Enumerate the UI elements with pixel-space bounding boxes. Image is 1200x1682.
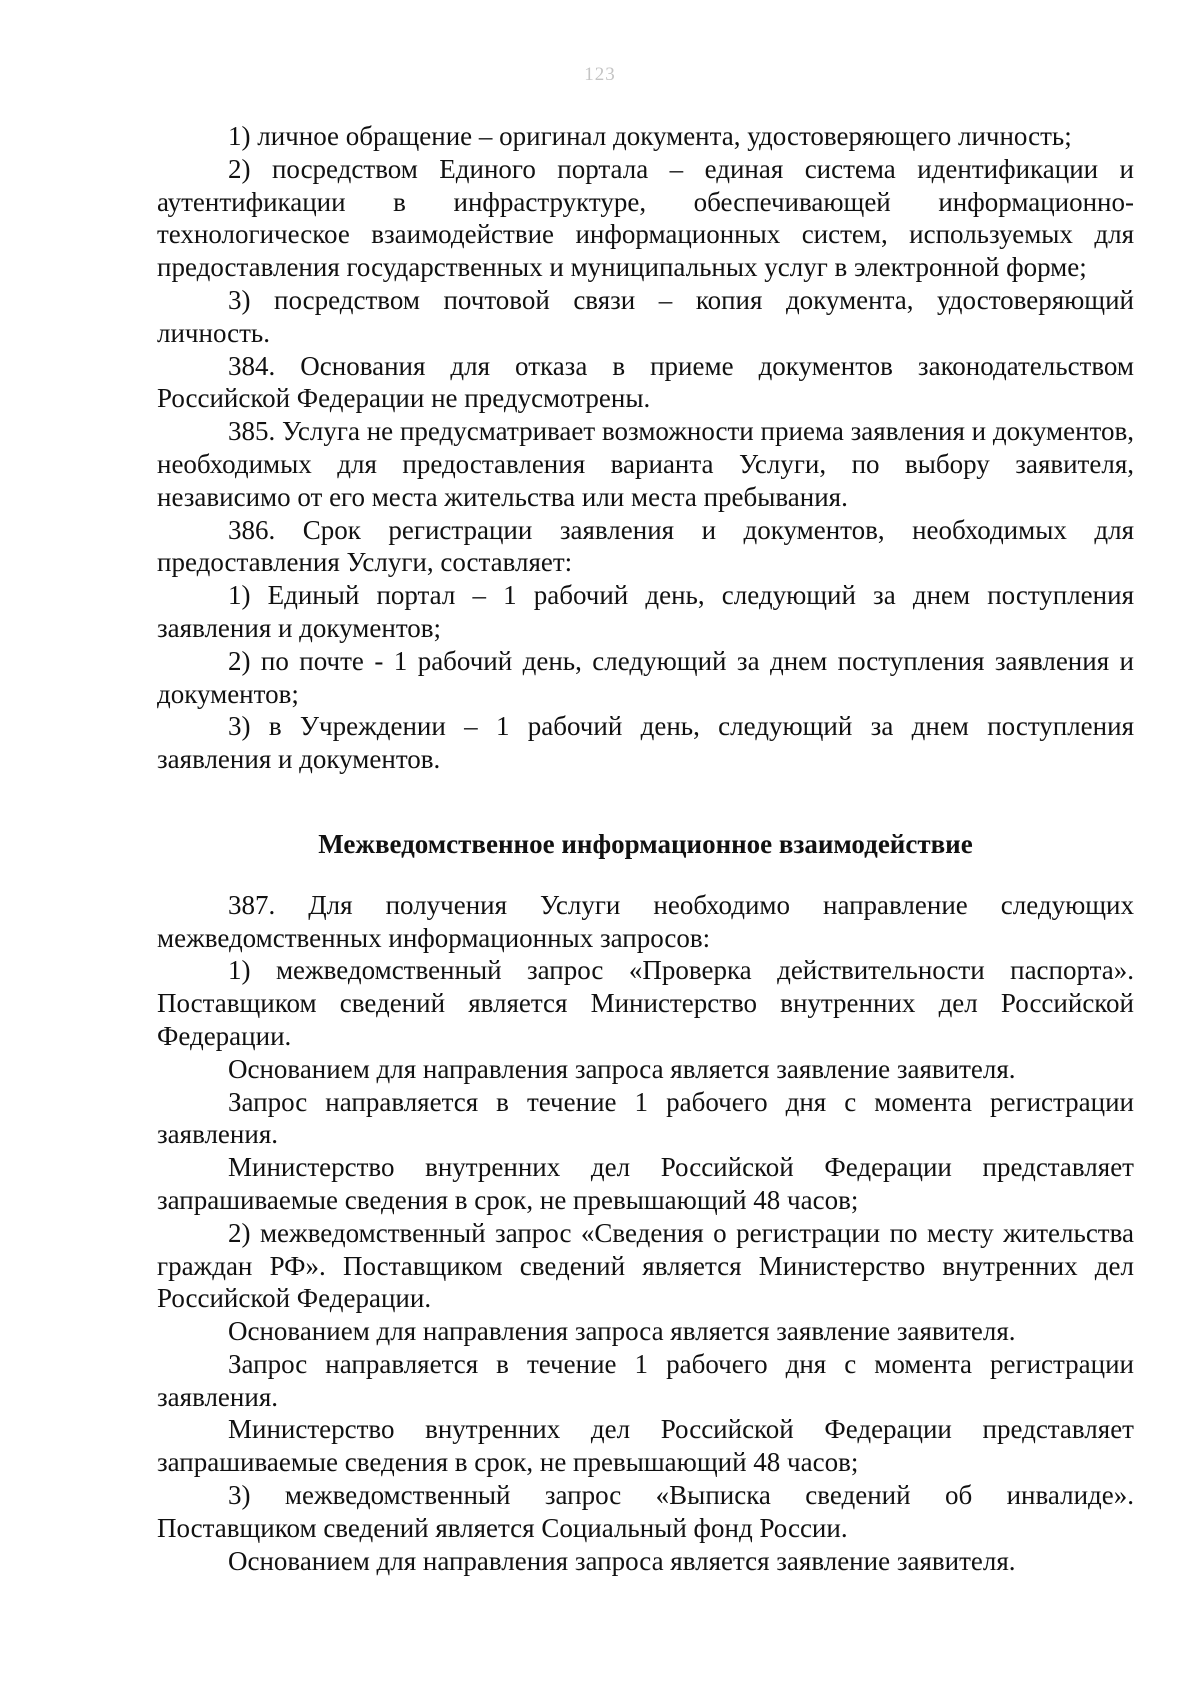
paragraph-387: 387. Для получения Услуги необходимо направление следующих межведомственных информационных запросов:	[157, 889, 1134, 953]
paragraph-identity-portal: 2) посредством Единого портала – единая система идентификации и аутентификации в инфраструктуре, обеспечивающей информационно-технологическое взаимодействие информационных систем, используемых для предоставления государственных и муниципальных услуг в электронной форме;	[157, 153, 1134, 283]
paragraph-386-portal: 1) Единый портал – 1 рабочий день, следующий за днем поступления заявления и документов;	[157, 580, 1134, 643]
paragraph-request-response: Министерство внутренних дел Российской Федерации представляет запрашиваемые сведения в срок, не превышающий 48 часов;	[157, 1152, 1134, 1215]
paragraphs-top	[157, 120, 1134, 776]
paragraph-386-office: 3) в Учреждении – 1 рабочий день, следующий за днем поступления заявления и документов.	[157, 711, 1134, 775]
paragraph-request-basis: Основанием для направления запроса является заявление заявителя.	[228, 1316, 1016, 1347]
paragraphs-bottom	[157, 889, 1134, 1578]
section-heading: Межведомственное информационное взаимодействие	[318, 828, 973, 859]
paragraph-request-timing: Запрос направляется в течение 1 рабочего дня с момента регистрации заявления.	[157, 1348, 1134, 1412]
paragraph-request-basis: Основанием для направления запроса является заявление заявителя.	[228, 1545, 1016, 1576]
paragraph-385: 385. Услуга не предусматривает возможности приема заявления и документов, необходимых для предоставления варианта Услуги, по выбору заявителя, независимо от его места жительства или места пребывания.	[157, 416, 1134, 512]
paragraph-386-post: 2) по почте - 1 рабочий день, следующий за днем поступления заявления и документов;	[157, 645, 1134, 709]
paragraph-request-disability: 3) межведомственный запрос «Выписка сведений об инвалиде». Поставщиком сведений является Социальный фонд России.	[157, 1480, 1134, 1543]
paragraph-386: 386. Срок регистрации заявления и документов, необходимых для предоставления Услуги, составляет:	[157, 514, 1134, 578]
paragraph-request-response: Министерство внутренних дел Российской Федерации представляет запрашиваемые сведения в срок, не превышающий 48 часов;	[157, 1414, 1134, 1478]
paragraph-request-basis: Основанием для направления запроса является заявление заявителя.	[228, 1053, 1016, 1084]
paragraph-384: 384. Основания для отказа в приеме документов законодательством Российской Федерации не предусмотрены.	[157, 350, 1134, 414]
paragraph-identity-post: 3) посредством почтовой связи – копия документа, удостоверяющий личность.	[157, 284, 1134, 348]
page-number: 123	[584, 64, 616, 85]
paragraph-request-passport: 1) межведомственный запрос «Проверка действительности паспорта». Поставщиком сведений является Министерство внутренних дел Российской Федерации.	[157, 955, 1134, 1051]
paragraph-request-timing: Запрос направляется в течение 1 рабочего дня с момента регистрации заявления.	[157, 1086, 1134, 1150]
paragraph-identity-personal: 1) личное обращение – оригинал документа, удостоверяющего личность;	[228, 121, 1072, 151]
paragraph-request-residence: 2) межведомственный запрос «Сведения о регистрации по месту жительства граждан РФ». Поставщиком сведений является Министерство внутренних дел Российской Федерации.	[157, 1217, 1134, 1314]
document-body	[157, 120, 1134, 1577]
